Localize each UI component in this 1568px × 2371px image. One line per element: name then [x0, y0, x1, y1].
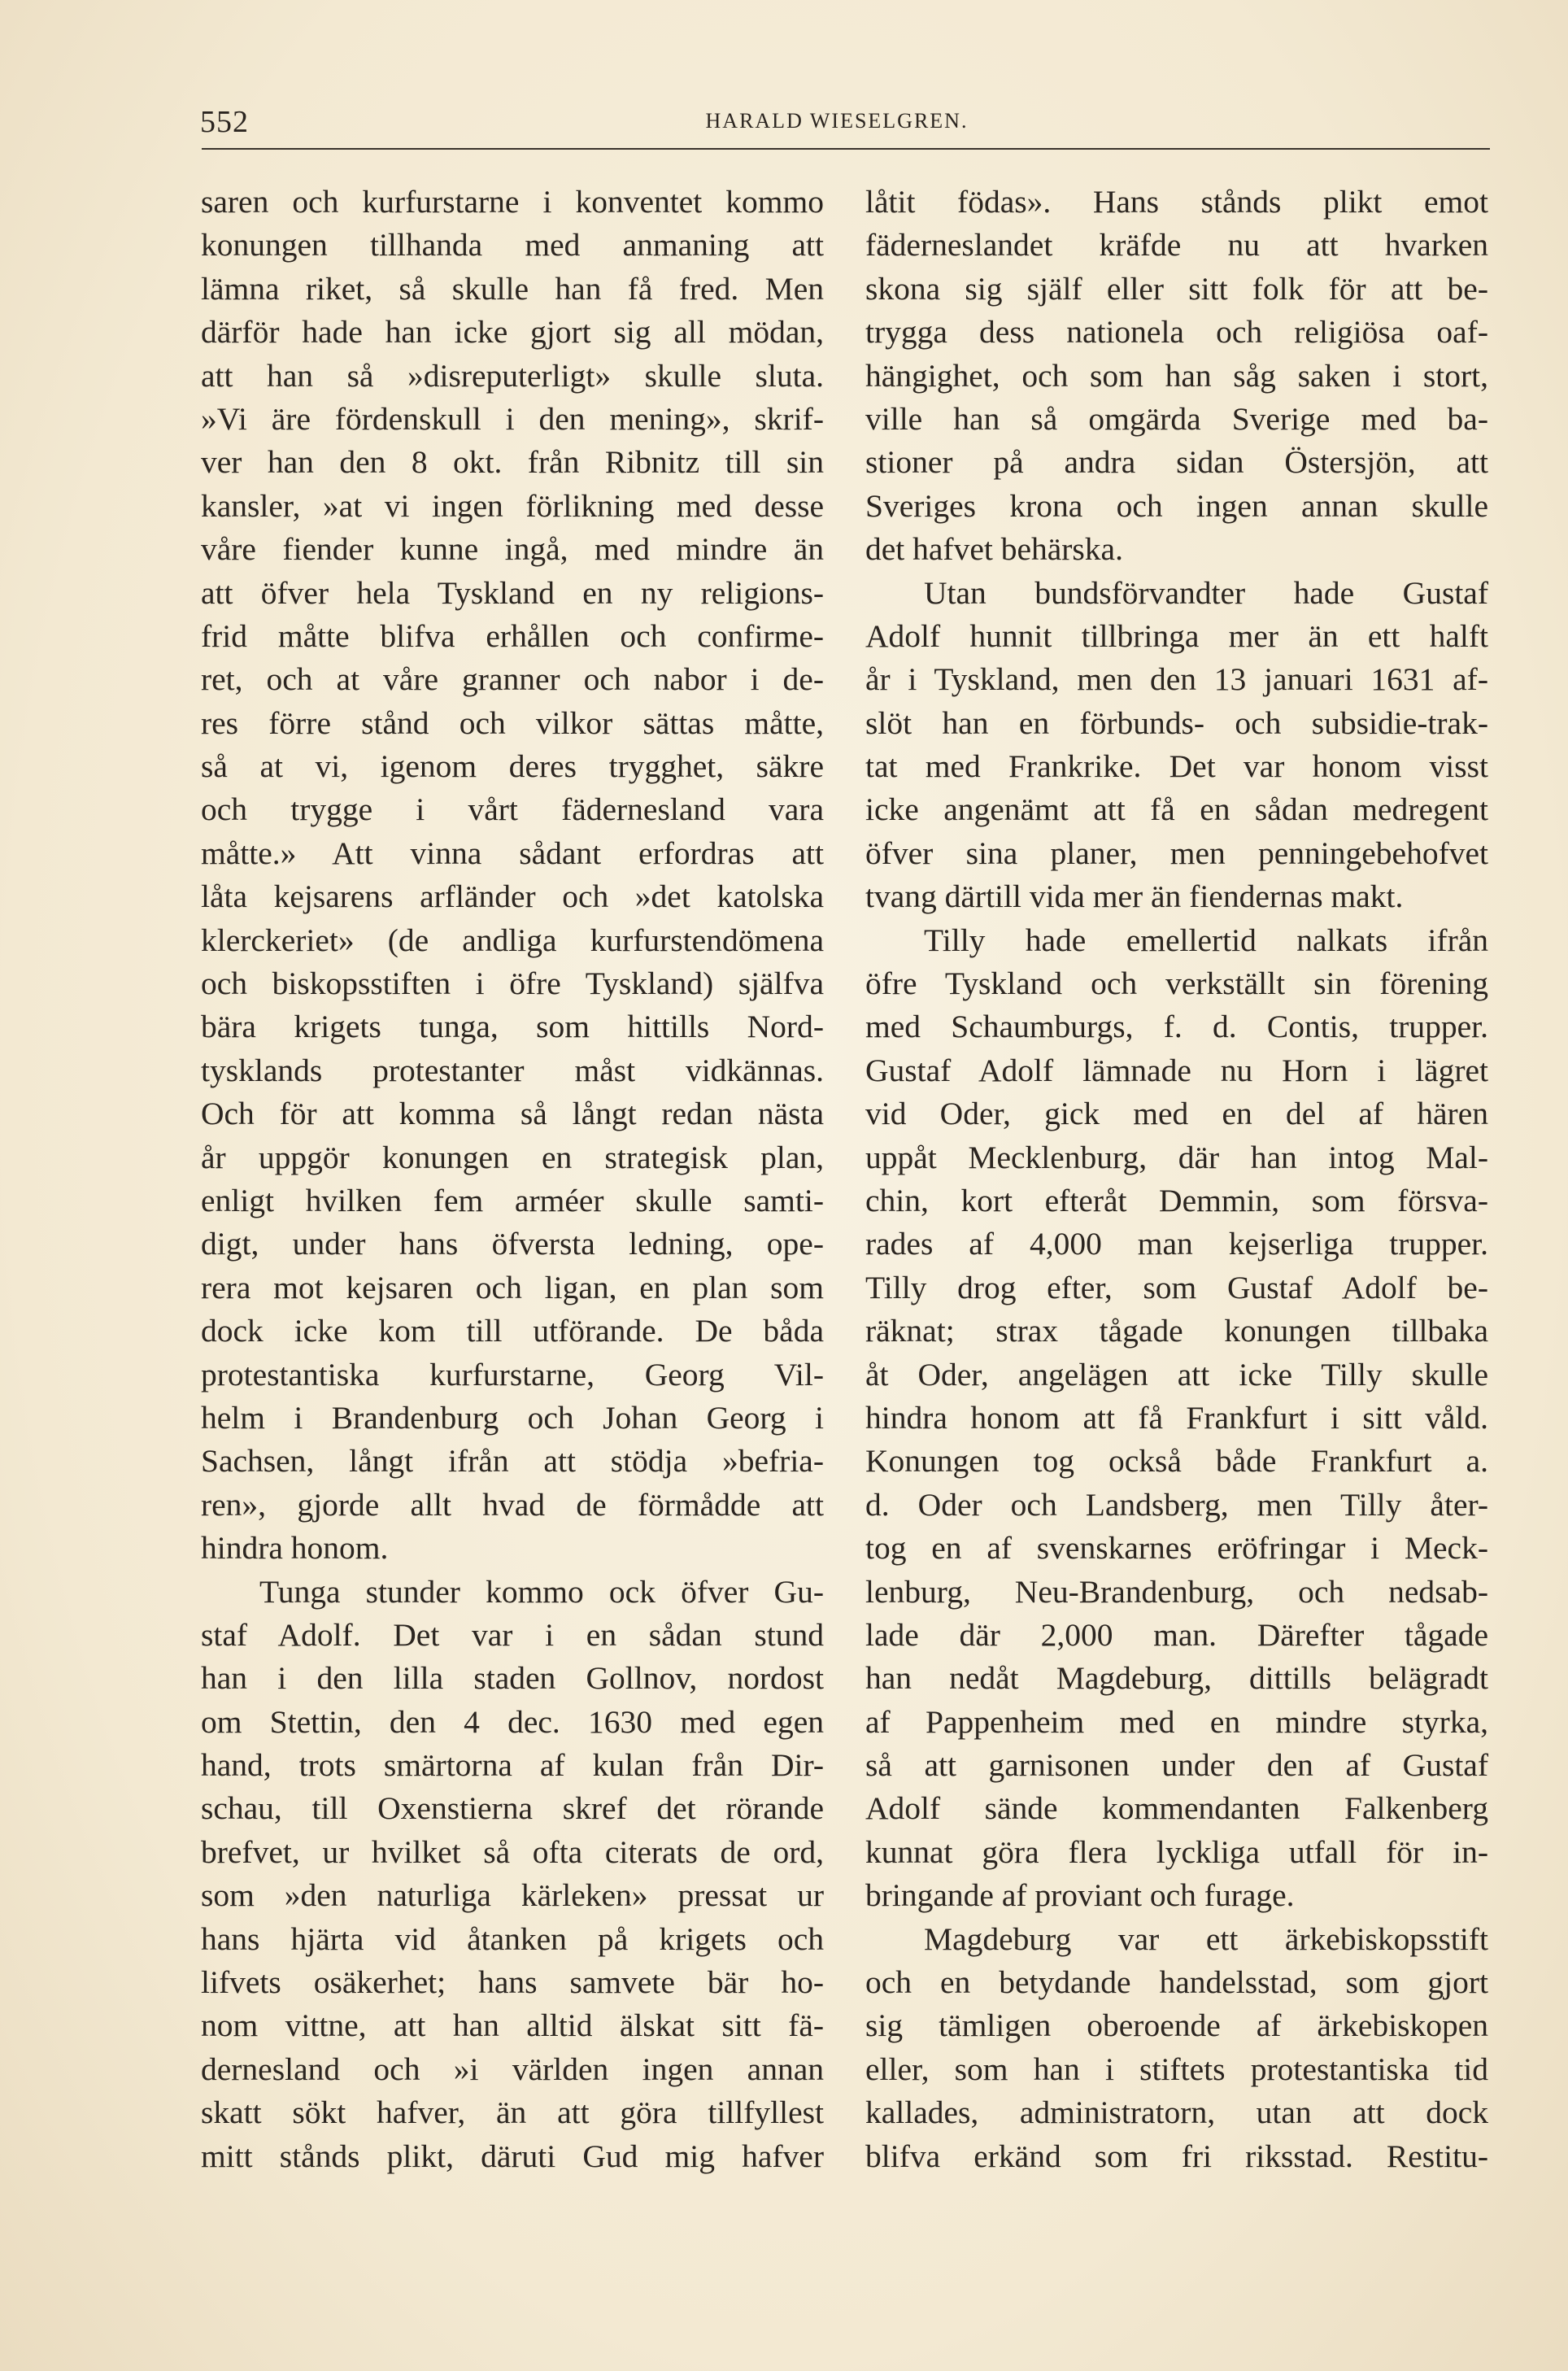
text-line: slöt han en förbunds- och subsidie-trak-: [865, 704, 1488, 741]
text-line: lämna riket, så skulle han få fred. Men: [201, 270, 824, 307]
text-line: schau, till Oxenstierna skref det rörande: [201, 1790, 824, 1827]
text-line: om Stettin, den 4 dec. 1630 med egen: [201, 1703, 824, 1740]
text-line: låta kejsarens arfländer och »det katolska: [201, 878, 824, 915]
text-line: Adolf hunnit tillbringa mer än ett halft: [865, 617, 1488, 654]
text-line: dock icke kom till utförande. De båda: [201, 1313, 824, 1349]
text-line: ren», gjorde allt hvad de förmådde att: [201, 1486, 824, 1523]
text-line: fäderneslandet kräfde nu att hvarken: [865, 227, 1488, 264]
text-line: uppåt Mecklenburg, där han intog Mal-: [865, 1139, 1488, 1175]
text-line: tog en af svenskarnes eröfringar i Meck-: [865, 1530, 1488, 1567]
text-line: som »den naturliga kärleken» pressat ur: [201, 1877, 824, 1914]
text-line: kunnat göra flera lyckliga utfall för in-: [865, 1833, 1488, 1870]
text-line: helm i Brandenburg och Johan Georg i: [201, 1399, 824, 1436]
text-line: eller, som han i stiftets protestantiska tid: [865, 2051, 1488, 2087]
text-line: tysklands protestanter måst vidkännas.: [201, 1052, 824, 1088]
text-line: och biskopsstiften i öfre Tyskland) själfva: [201, 965, 824, 1002]
text-line: hand, trots smärtorna af kulan från Dir-: [201, 1747, 824, 1784]
text-line: brefvet, ur hvilket så ofta citerats de ord,: [201, 1833, 824, 1870]
text-line: ret, och at våre granner och nabor i de-: [201, 661, 824, 698]
text-line: protestantiska kurfurstarne, Georg Vil-: [201, 1356, 824, 1393]
text-line: lade där 2,000 man. Därefter tågade: [865, 1616, 1488, 1653]
text-line: att han så »disreputerligt» skulle sluta.: [201, 357, 824, 394]
text-line: skona sig själf eller sitt folk för att be-: [865, 270, 1488, 307]
page-number: 552: [200, 105, 249, 139]
text-column-right: [865, 181, 1488, 2178]
running-title: HARALD WIESELGREN.: [705, 109, 969, 133]
text-line: mitt stånds plikt, däruti Gud mig hafver: [201, 2138, 824, 2174]
text-line: »Vi äre fördenskull i den mening», skrif-: [201, 400, 824, 437]
text-line: Utan bundsförvandter hade Gustaf: [924, 574, 1488, 611]
text-line: icke angenämt att få en sådan medregent: [865, 791, 1488, 828]
text-line: klerckeriet» (de andliga kurfurstendömena: [201, 922, 824, 958]
text-line: hans hjärta vid åtanken på krigets och: [201, 1920, 824, 1957]
text-line: ver han den 8 okt. från Ribnitz till sin: [201, 444, 824, 481]
text-line: Adolf sände kommendanten Falkenberg: [865, 1790, 1488, 1827]
text-line: med Schaumburgs, f. d. Contis, trupper.: [865, 1009, 1488, 1045]
text-line: Sachsen, långt ifrån att stödja »befria-: [201, 1443, 824, 1480]
text-line: Gustaf Adolf lämnade nu Horn i lägret: [865, 1052, 1488, 1088]
text-line: år uppgör konungen en strategisk plan,: [201, 1139, 824, 1175]
text-line: d. Oder och Landsberg, men Tilly åter-: [865, 1486, 1488, 1523]
text-line: blifva erkänd som fri riksstad. Restitu-: [865, 2138, 1488, 2174]
text-line: saren och kurfurstarne i konventet kommo: [201, 184, 824, 220]
text-line: lifvets osäkerhet; hans samvete bär ho-: [201, 1964, 824, 2001]
text-line: skatt sökt hafver, än att göra tillfyllest: [201, 2094, 824, 2131]
text-line: rades af 4,000 man kejserliga trupper.: [865, 1226, 1488, 1262]
text-line: stioner på andra sidan Östersjön, att: [865, 444, 1488, 481]
text-line: frid måtte blifva erhållen och confirme-: [201, 617, 824, 654]
text-line: så at vi, igenom deres trygghet, säkre: [201, 748, 824, 785]
text-line: lenburg, Neu-Brandenburg, och nedsab-: [865, 1573, 1488, 1610]
text-line: låtit födas». Hans stånds plikt emot: [865, 184, 1488, 220]
text-line: Magdeburg var ett ärkebiskopsstift: [924, 1920, 1488, 1957]
text-line: räknat; strax tågade konungen tillbaka: [865, 1313, 1488, 1349]
text-line: Tilly hade emellertid nalkats ifrån: [924, 922, 1488, 958]
text-line: så att garnisonen under den af Gustaf: [865, 1747, 1488, 1784]
text-line: han nedåt Magdeburg, dittills belägradt: [865, 1660, 1488, 1697]
text-line: därför hade han icke gjort sig all mödan,: [201, 314, 824, 351]
text-line: våre fiender kunne ingå, med mindre än: [201, 531, 824, 568]
text-line: Tilly drog efter, som Gustaf Adolf be-: [865, 1269, 1488, 1305]
text-line: rera mot kejsaren och ligan, en plan som: [201, 1269, 824, 1305]
text-line: han i den lilla staden Gollnov, nordost: [201, 1660, 824, 1697]
text-line: bringande af proviant och furage.: [865, 1877, 1295, 1914]
text-line: sig tämligen oberoende af ärkebiskopen: [865, 2007, 1488, 2044]
text-line: kallades, administratorn, utan att dock: [865, 2094, 1488, 2131]
text-line: Och för att komma så långt redan nästa: [201, 1096, 824, 1132]
text-line: res förre stånd och vilkor sättas måtte,: [201, 704, 824, 741]
text-line: år i Tyskland, men den 13 januari 1631 af-: [865, 661, 1488, 698]
text-line: öfver sina planer, men penningebehofvet: [865, 835, 1488, 871]
text-line: konungen tillhanda med anmaning att: [201, 227, 824, 264]
text-column-left: [201, 181, 824, 2178]
text-line: staf Adolf. Det var i en sådan stund: [201, 1616, 824, 1653]
text-line: hindra honom att få Frankfurt i sitt våld.: [865, 1399, 1488, 1436]
text-line: ville han så omgärda Sverige med ba-: [865, 400, 1488, 437]
text-line: dernesland och »i världen ingen annan: [201, 2051, 824, 2087]
header-rule: [202, 148, 1490, 150]
text-line: af Pappenheim med en mindre styrka,: [865, 1703, 1488, 1740]
text-line: öfre Tyskland och verkställt sin förening: [865, 965, 1488, 1002]
text-line: vid Oder, gick med en del af hären: [865, 1096, 1488, 1132]
text-line: och en betydande handelsstad, som gjort: [865, 1964, 1488, 2001]
text-line: det hafvet behärska.: [865, 531, 1123, 568]
text-line: att öfver hela Tyskland en ny religions-: [201, 574, 824, 611]
text-line: enligt hvilken fem arméer skulle samti-: [201, 1182, 824, 1218]
text-line: Sveriges krona och ingen annan skulle: [865, 487, 1488, 524]
text-line: chin, kort efteråt Demmin, som försva-: [865, 1182, 1488, 1218]
text-line: Tunga stunder kommo ock öfver Gu-: [259, 1573, 824, 1610]
text-line: hindra honom.: [201, 1530, 389, 1567]
text-line: tvang därtill vida mer än fiendernas makt.: [865, 878, 1404, 915]
text-line: och trygge i vårt fädernesland vara: [201, 791, 824, 828]
text-line: måtte.» Att vinna sådant erfordras att: [201, 835, 824, 871]
text-line: hängighet, och som han såg saken i stort,: [865, 357, 1488, 394]
text-line: trygga dess nationela och religiösa oaf-: [865, 314, 1488, 351]
text-line: nom vittne, att han alltid älskat sitt fä-: [201, 2007, 824, 2044]
text-line: kansler, »at vi ingen förlikning med desse: [201, 487, 824, 524]
text-line: bära krigets tunga, som hittills Nord-: [201, 1009, 824, 1045]
text-line: åt Oder, angelägen att icke Tilly skulle: [865, 1356, 1488, 1393]
text-line: digt, under hans öfversta ledning, ope-: [201, 1226, 824, 1262]
text-line: tat med Frankrike. Det var honom visst: [865, 748, 1488, 785]
text-line: Konungen tog också både Frankfurt a.: [865, 1443, 1488, 1480]
